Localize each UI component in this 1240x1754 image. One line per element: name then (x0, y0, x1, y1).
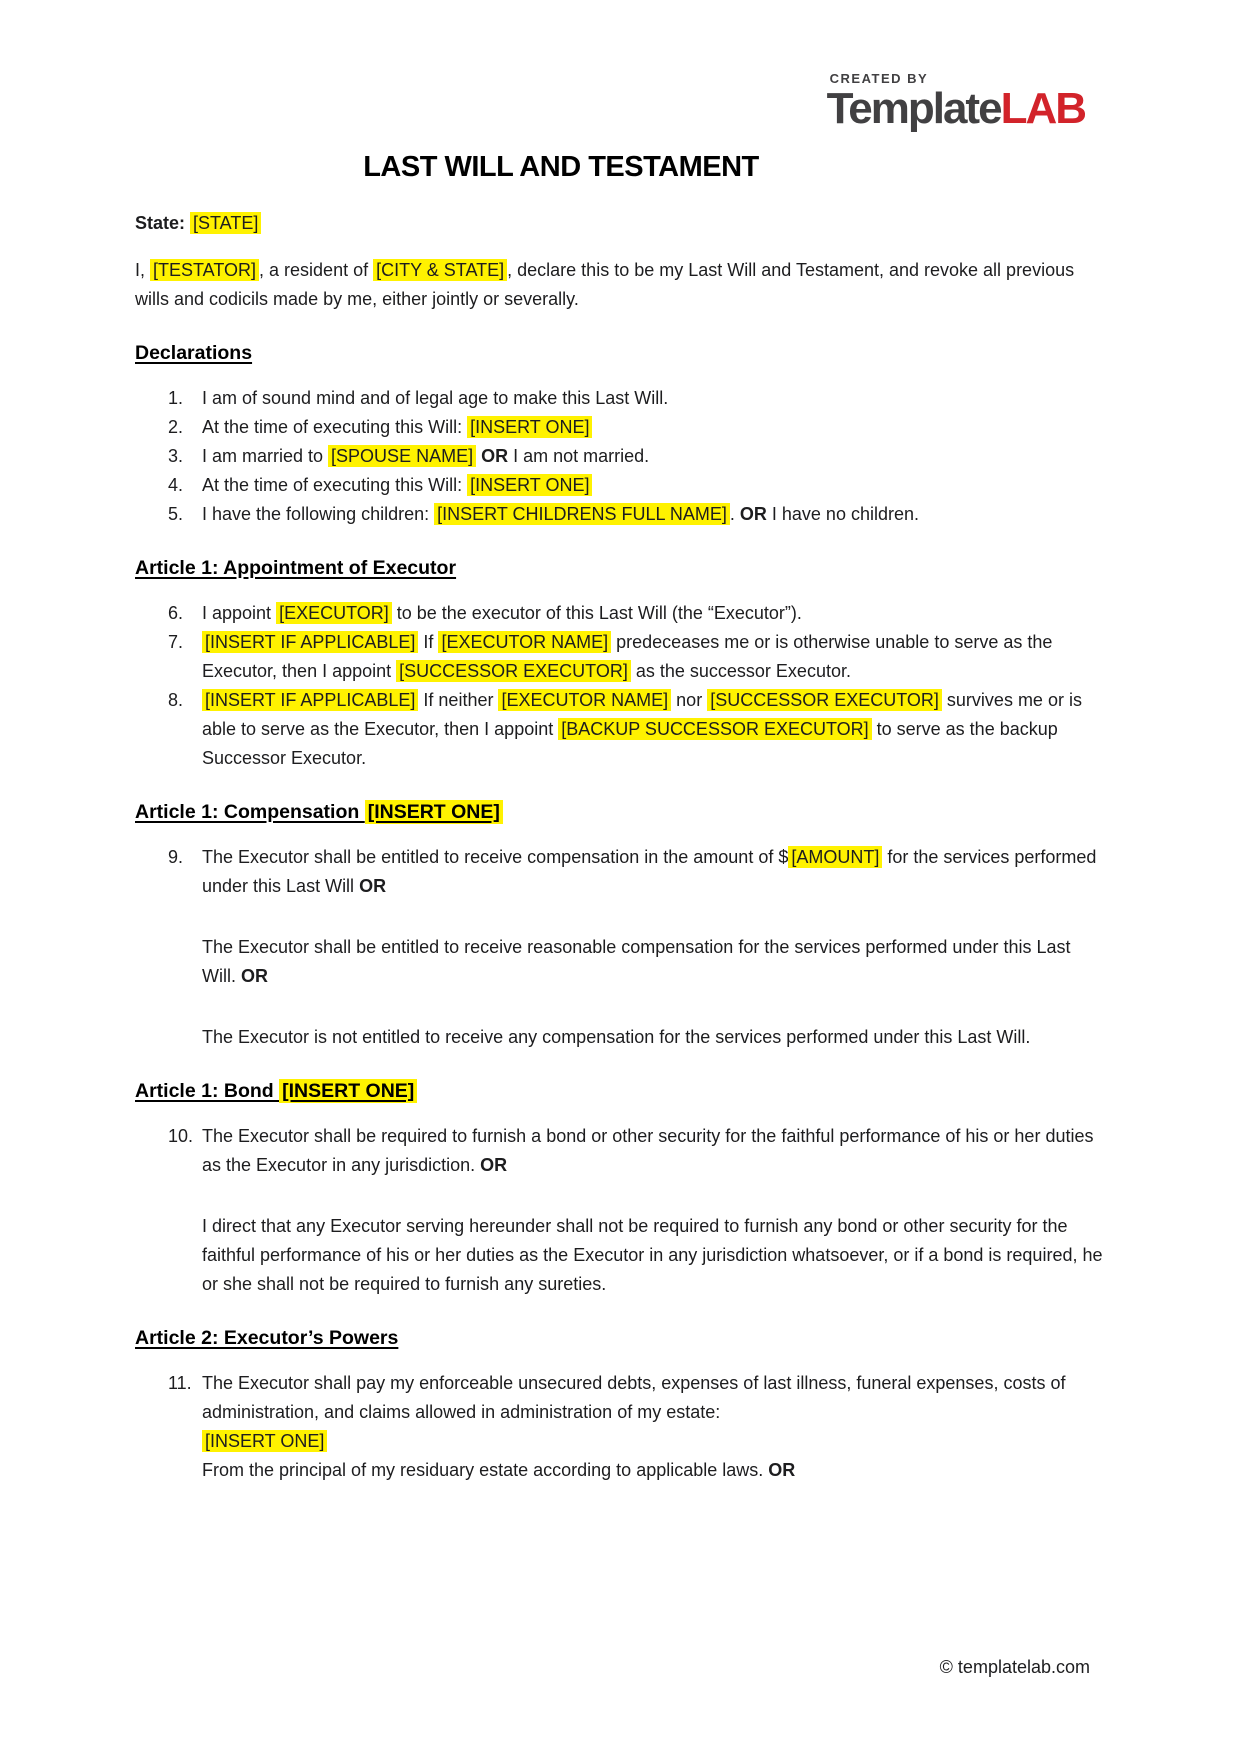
item-number: 2. (168, 417, 184, 437)
text-run: Declarations (135, 342, 253, 364)
logo-brand-primary: Template (826, 84, 1001, 133)
placeholder-highlight: [SUCCESSOR EXECUTOR] (396, 660, 631, 682)
text-run: I, (135, 260, 151, 280)
text-run: I have the following children: (202, 504, 435, 524)
text-run: The Executor shall be entitled to receive compensation in the amount of $ (202, 847, 789, 867)
text-run: I am not married. (508, 446, 650, 466)
section-items (135, 843, 1105, 1052)
item-number: 9. (168, 847, 184, 867)
list-item (168, 599, 1105, 628)
item-body (202, 686, 1105, 773)
item-paragraph (202, 1212, 1105, 1299)
text-run: At the time of executing this Will: (202, 475, 468, 495)
item-body (202, 384, 1105, 413)
section-heading (135, 342, 1105, 364)
placeholder-highlight: [INSERT ONE] (467, 474, 592, 496)
document-title: LAST WILL AND TESTAMENT (363, 151, 759, 183)
text-run: OR (739, 504, 767, 524)
templatelab-logo (827, 72, 1085, 131)
list-item (168, 843, 1105, 1052)
placeholder-highlight: [INSERT ONE] (467, 416, 592, 438)
placeholder-highlight: [INSERT ONE] (202, 1430, 327, 1452)
list-item (168, 413, 1105, 442)
document-section (135, 1327, 1105, 1485)
placeholder-highlight: [SPOUSE NAME] (328, 445, 476, 467)
text-run: as the successor Executor. (630, 661, 851, 681)
item-body (202, 843, 1105, 1052)
item-paragraph (202, 1023, 1105, 1052)
item-body (202, 413, 1105, 442)
item-paragraph (202, 933, 1105, 991)
item-body (202, 1369, 1105, 1485)
list-item (168, 686, 1105, 773)
text-run: to serve as the backup Successor Executor. (202, 719, 1058, 768)
state-line (135, 209, 1105, 238)
text-run: I am of sound mind and of legal age to make this Last Will. (202, 388, 669, 408)
item-paragraph (202, 500, 1105, 529)
item-paragraph (202, 599, 1105, 628)
logo-created-by: CREATED BY (829, 71, 929, 86)
placeholder-highlight: [INSERT ONE] (365, 800, 503, 824)
list-item (168, 1369, 1105, 1485)
item-paragraph (202, 384, 1105, 413)
item-body (202, 500, 1105, 529)
logo-brand (826, 84, 1085, 133)
footer-copyright: © templatelab.com (939, 1657, 1090, 1677)
item-number: 4. (168, 475, 184, 495)
section-items (135, 384, 1105, 529)
text-run: OR (480, 1155, 508, 1175)
placeholder-highlight: [STATE] (190, 212, 261, 234)
item-paragraph (202, 628, 1105, 686)
placeholder-highlight: [EXECUTOR NAME] (438, 631, 611, 653)
item-number: 6. (168, 603, 184, 623)
text-run: OR (481, 446, 509, 466)
text-run: Article 2: Executor’s Powers (135, 1327, 399, 1349)
section-heading (135, 801, 1105, 823)
text-run: OR (768, 1460, 796, 1480)
placeholder-highlight: [INSERT CHILDRENS FULL NAME] (434, 503, 730, 525)
text-run: , a resident of (259, 260, 374, 280)
placeholder-highlight: [EXECUTOR] (276, 602, 392, 624)
intro-paragraph (135, 256, 1105, 314)
text-run: Article 1: Appointment of Executor (135, 557, 457, 579)
text-run: The Executor shall be entitled to receive reasonable compensation for the services performed under this Last Will. (202, 937, 1071, 986)
item-body (202, 628, 1105, 686)
text-run: for the services performed under this Last Will (202, 847, 1097, 896)
placeholder-highlight: [BACKUP SUCCESSOR EXECUTOR] (558, 718, 871, 740)
text-run: Article 1: Compensation (135, 801, 365, 823)
text-run: survives me or is able to serve as the Executor, then I appoint (202, 690, 1082, 739)
item-number: 7. (168, 632, 184, 652)
document-section (135, 342, 1105, 529)
text-run: If neither (418, 690, 499, 710)
text-run: I direct that any Executor serving hereunder shall not be required to furnish any bond or other security for the faithful performance of his or her duties as the Executor in any jurisdiction whatsoever, or if a bond is required, he or she shall not be required to furnish any sureties. (202, 1216, 1103, 1294)
section-heading (135, 1080, 1105, 1102)
placeholder-highlight: [SUCCESSOR EXECUTOR] (707, 689, 942, 711)
item-paragraph (202, 1369, 1105, 1485)
text-run: nor (671, 690, 708, 710)
item-number: 3. (168, 446, 184, 466)
item-paragraph (202, 843, 1105, 901)
placeholder-highlight: [INSERT ONE] (279, 1079, 417, 1103)
text-run: The Executor shall pay my enforceable unsecured debts, expenses of last illness, funeral expenses, costs of administration, and claims allowed in administration of my estate: (202, 1373, 1066, 1422)
text-run: OR (359, 876, 387, 896)
text-run: If (418, 632, 439, 652)
text-run: From the principal of my residuary estate according to applicable laws. (202, 1460, 769, 1480)
list-item (168, 442, 1105, 471)
item-number: 10. (168, 1126, 194, 1146)
document-section (135, 801, 1105, 1052)
item-body (202, 471, 1105, 500)
text-run: . (729, 504, 740, 524)
item-paragraph (202, 1122, 1105, 1180)
text-run: , declare this to be my Last Will and Testament, and revoke all previous wills and codicils made by me, either jointly or severally. (135, 260, 1075, 309)
placeholder-highlight: [EXECUTOR NAME] (498, 689, 671, 711)
item-number: 8. (168, 690, 184, 710)
item-body (202, 1122, 1105, 1299)
text-run: The Executor is not entitled to receive any compensation for the services performed under this Last Will. (202, 1027, 1031, 1047)
section-heading (135, 1327, 1105, 1349)
list-item (168, 628, 1105, 686)
sections-container (135, 342, 1105, 1485)
list-item (168, 1122, 1105, 1299)
text-run: I appoint (202, 603, 277, 623)
item-body (202, 442, 1105, 471)
logo-brand-accent: LAB (1000, 84, 1085, 133)
section-items (135, 1122, 1105, 1299)
document-section (135, 1080, 1105, 1299)
section-items (135, 1369, 1105, 1485)
text-run: At the time of executing this Will: (202, 417, 468, 437)
text-run: I have no children. (766, 504, 919, 524)
text-run: predeceases me or is otherwise unable to serve as the Executor, then I appoint (202, 632, 1053, 681)
item-paragraph (202, 471, 1105, 500)
text-run: OR (241, 966, 268, 986)
list-item (168, 384, 1105, 413)
placeholder-highlight: [CITY & STATE] (373, 259, 507, 281)
document-section (135, 557, 1105, 773)
text-run: Article 1: Bond (135, 1080, 280, 1102)
placeholder-highlight: [INSERT IF APPLICABLE] (202, 689, 418, 711)
item-number: 1. (168, 388, 184, 408)
placeholder-highlight: [AMOUNT] (788, 846, 882, 868)
list-item (168, 471, 1105, 500)
item-number: 5. (168, 504, 184, 524)
item-paragraph (202, 413, 1105, 442)
item-paragraph (202, 442, 1105, 471)
section-heading (135, 557, 1105, 579)
item-paragraph (202, 686, 1105, 773)
placeholder-highlight: [TESTATOR] (150, 259, 259, 281)
list-item (168, 500, 1105, 529)
text-run: State: (135, 213, 191, 233)
text-run: I am married to (202, 446, 329, 466)
section-items (135, 599, 1105, 773)
item-body (202, 599, 1105, 628)
text-run: The Executor shall be required to furnish a bond or other security for the faithful performance of his or her duties as the Executor in any jurisdiction. (202, 1126, 1094, 1175)
item-number: 11. (168, 1373, 192, 1393)
placeholder-highlight: [INSERT IF APPLICABLE] (202, 631, 418, 653)
text-run: to be the executor of this Last Will (the “Executor”). (391, 603, 802, 623)
